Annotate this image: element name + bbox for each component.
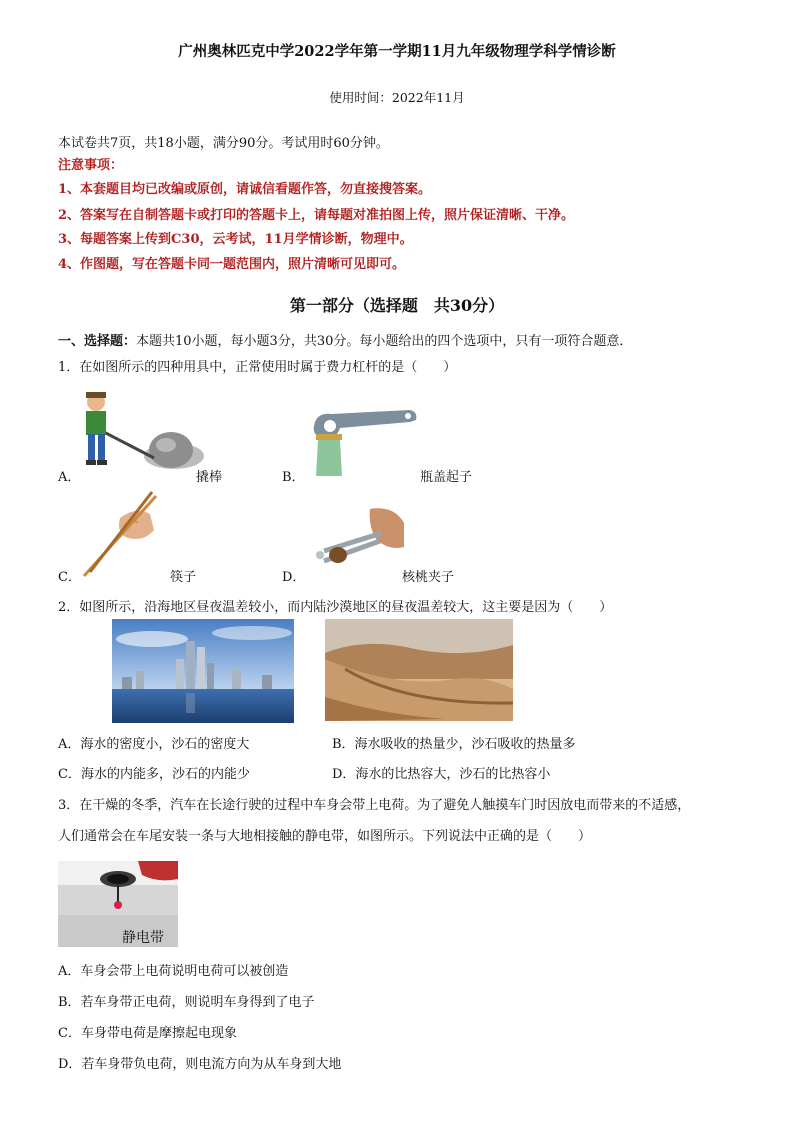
notice-title: 注意事项：	[58, 158, 124, 173]
chopsticks-image	[80, 490, 160, 578]
coastal-city-image	[112, 619, 294, 723]
bottle-opener-image	[306, 404, 418, 476]
section-instruction	[58, 330, 632, 349]
q1-option-b-label: 瓶盖起子	[420, 470, 473, 485]
instruction-label: 一、选择题：	[58, 334, 137, 349]
q3-option-d: D．若车身带负电荷，则电流方向为从车身到大地	[58, 1057, 342, 1072]
q1-option-d-label: 核桃夹子	[402, 570, 455, 585]
nutcracker-image	[310, 503, 406, 573]
q2-option-d: D．海水的比热容大，沙石的比热容小	[332, 767, 551, 782]
notice-item-2: 2、答案写在自制答题卡或打印的答题卡上，请每题对准拍图上传，照片保证清晰、干净。	[58, 208, 575, 223]
notice-item-3: 3、每题答案上传到C30，云考试，11月学情诊断，物理中。	[58, 232, 413, 247]
q1-option-a-letter: A．	[58, 470, 81, 485]
q2-option-a: A．海水的密度小，沙石的密度大	[58, 737, 250, 752]
crowbar-image	[76, 390, 204, 470]
q2-option-c: C．海水的内能多，沙石的内能少	[58, 767, 250, 782]
q1-option-a-label: 撬棒	[196, 470, 223, 485]
q3-option-b: B．若车身带正电荷，则说明车身得到了电子	[58, 995, 315, 1010]
q1-stem: 1．在如图所示的四种用具中，正常使用时属于费力杠杆的是（ ）	[58, 360, 457, 375]
notice-item-4: 4、作图题，写在答题卡同一题范围内，照片清晰可见即可。	[58, 257, 406, 272]
static-strap-label: 静电带	[122, 930, 164, 946]
exam-info: 本试卷共7页，共18小题，满分90分。考试用时60分钟。	[58, 136, 389, 151]
usage-date: 使用时间：2022年11月	[329, 90, 465, 105]
q2-stem: 2．如图所示，沿海地区昼夜温差较小，而内陆沙漠地区的昼夜温差较大，这主要是因为（ ）	[58, 600, 613, 615]
q1-option-c-label: 筷子	[170, 570, 197, 585]
q1-option-c-letter: C．	[58, 570, 81, 585]
page-title: 广州奥林匹克中学2022学年第一学期11月九年级物理学科学情诊断	[178, 43, 616, 60]
instruction-text: 本题共10小题，每小题3分，共30分。每小题给出的四个选项中，只有一项符合题意．	[136, 334, 633, 349]
q2-option-b: B．海水吸收的热量少，沙石吸收的热量多	[332, 737, 576, 752]
q3-stem-line-1: 3．在干燥的冬季，汽车在长途行驶的过程中车身会带上电荷。为了避免人触摸车门时因放电而带来的不适感，	[58, 798, 691, 813]
section-title: 第一部分（选择题 共30分）	[289, 296, 505, 315]
q1-option-b-letter: B．	[282, 470, 305, 485]
notice-item-1: 1、本套题目均已改编或原创，请诚信看题作答，勿直接搜答案。	[58, 182, 432, 197]
q3-option-c: C．车身带电荷是摩擦起电现象	[58, 1026, 237, 1041]
q1-option-d-letter: D．	[282, 570, 306, 585]
desert-image	[325, 619, 513, 721]
q3-option-a: A．车身会带上电荷说明电荷可以被创造	[58, 964, 289, 979]
q3-stem-line-2: 人们通常会在车尾安装一条与大地相接触的静电带，如图所示。下列说法中正确的是（ ）	[58, 829, 592, 844]
